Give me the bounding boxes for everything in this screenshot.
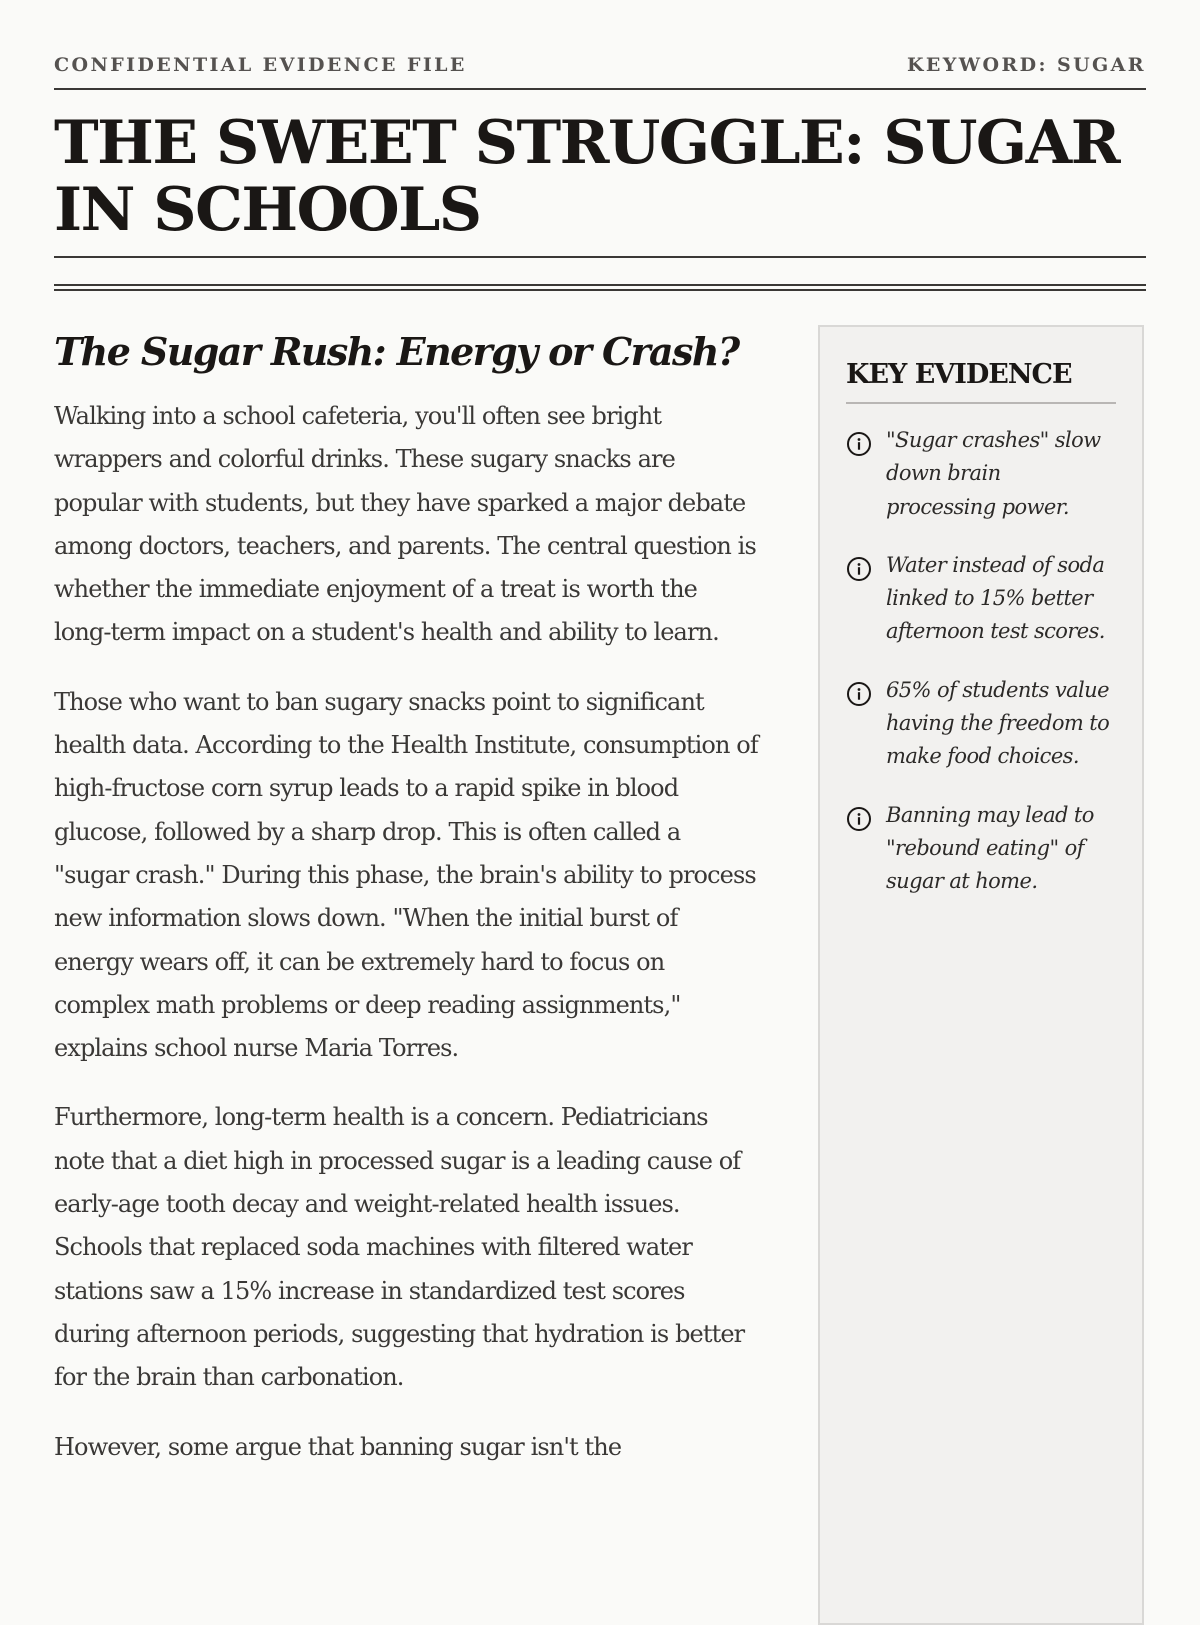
- double-divider: [54, 284, 1146, 291]
- evidence-text: Water instead of soda linked to 15% better afternoon test scores.: [886, 552, 1105, 644]
- file-header-bar: [54, 0, 1146, 90]
- file-label: CONFIDENTIAL EVIDENCE FILE: [54, 54, 467, 76]
- info-circle-icon: [846, 431, 872, 457]
- evidence-item: [846, 799, 1116, 899]
- evidence-item: [846, 674, 1116, 774]
- key-evidence-sidebar: [818, 325, 1144, 1625]
- article-paragraph: Walking into a school cafeteria, you'll often see bright wrappers and colorful drinks. These sugary snacks are popular with students, but they have sparked a major debate among doctors, teachers, and parents. The central question is whether the immediate enjoyment of a treat is worth the long-term impact on a student's health and ability to learn.: [54, 402, 756, 647]
- keyword-label: KEYWORD: SUGAR: [907, 54, 1146, 76]
- sidebar-title: KEY EVIDENCE: [846, 359, 1116, 404]
- info-circle-icon: [846, 681, 872, 707]
- evidence-list: [846, 424, 1116, 899]
- article-body: [54, 325, 760, 1625]
- evidence-text: Banning may lead to "rebound eating" of sugar at home.: [886, 802, 1094, 894]
- content-columns: [54, 325, 1146, 1625]
- info-circle-icon: [846, 806, 872, 832]
- article-paragraph: However, some argue that banning sugar isn't the: [54, 1432, 622, 1461]
- section-title: The Sugar Rush: Energy or Crash?: [54, 329, 739, 374]
- page-title: THE SWEET STRUGGLE: SUGAR IN SCHOOLS: [54, 90, 1146, 258]
- evidence-item: [846, 424, 1116, 524]
- evidence-text: 65% of students value having the freedom to make food choices.: [886, 677, 1110, 769]
- info-circle-icon: [846, 556, 872, 582]
- article-paragraph: Those who want to ban sugary snacks point to significant health data. According to the Health Institute, consumption of high-fructose corn syrup leads to a rapid spike in blood glucose, followed by a sharp drop. This is often called a "sugar crash." During this phase, the brain's ability to process new information slows down. "When the initial burst of energy wears off, it can be extremely hard to focus on complex math problems or deep reading assignments," explains school nurse Maria Torres.: [54, 687, 758, 1063]
- evidence-item: [846, 549, 1116, 649]
- evidence-text: "Sugar crashes" slow down brain processing power.: [886, 428, 1101, 519]
- article-paragraph: Furthermore, long-term health is a concern. Pediatricians note that a diet high in processed sugar is a leading cause of early-age tooth decay and weight-related health issues. Schools that replaced soda machines with filtered water stations saw a 15% increase in standardized test scores during afternoon periods, suggesting that hydration is better for the brain than carbonation.: [54, 1103, 745, 1392]
